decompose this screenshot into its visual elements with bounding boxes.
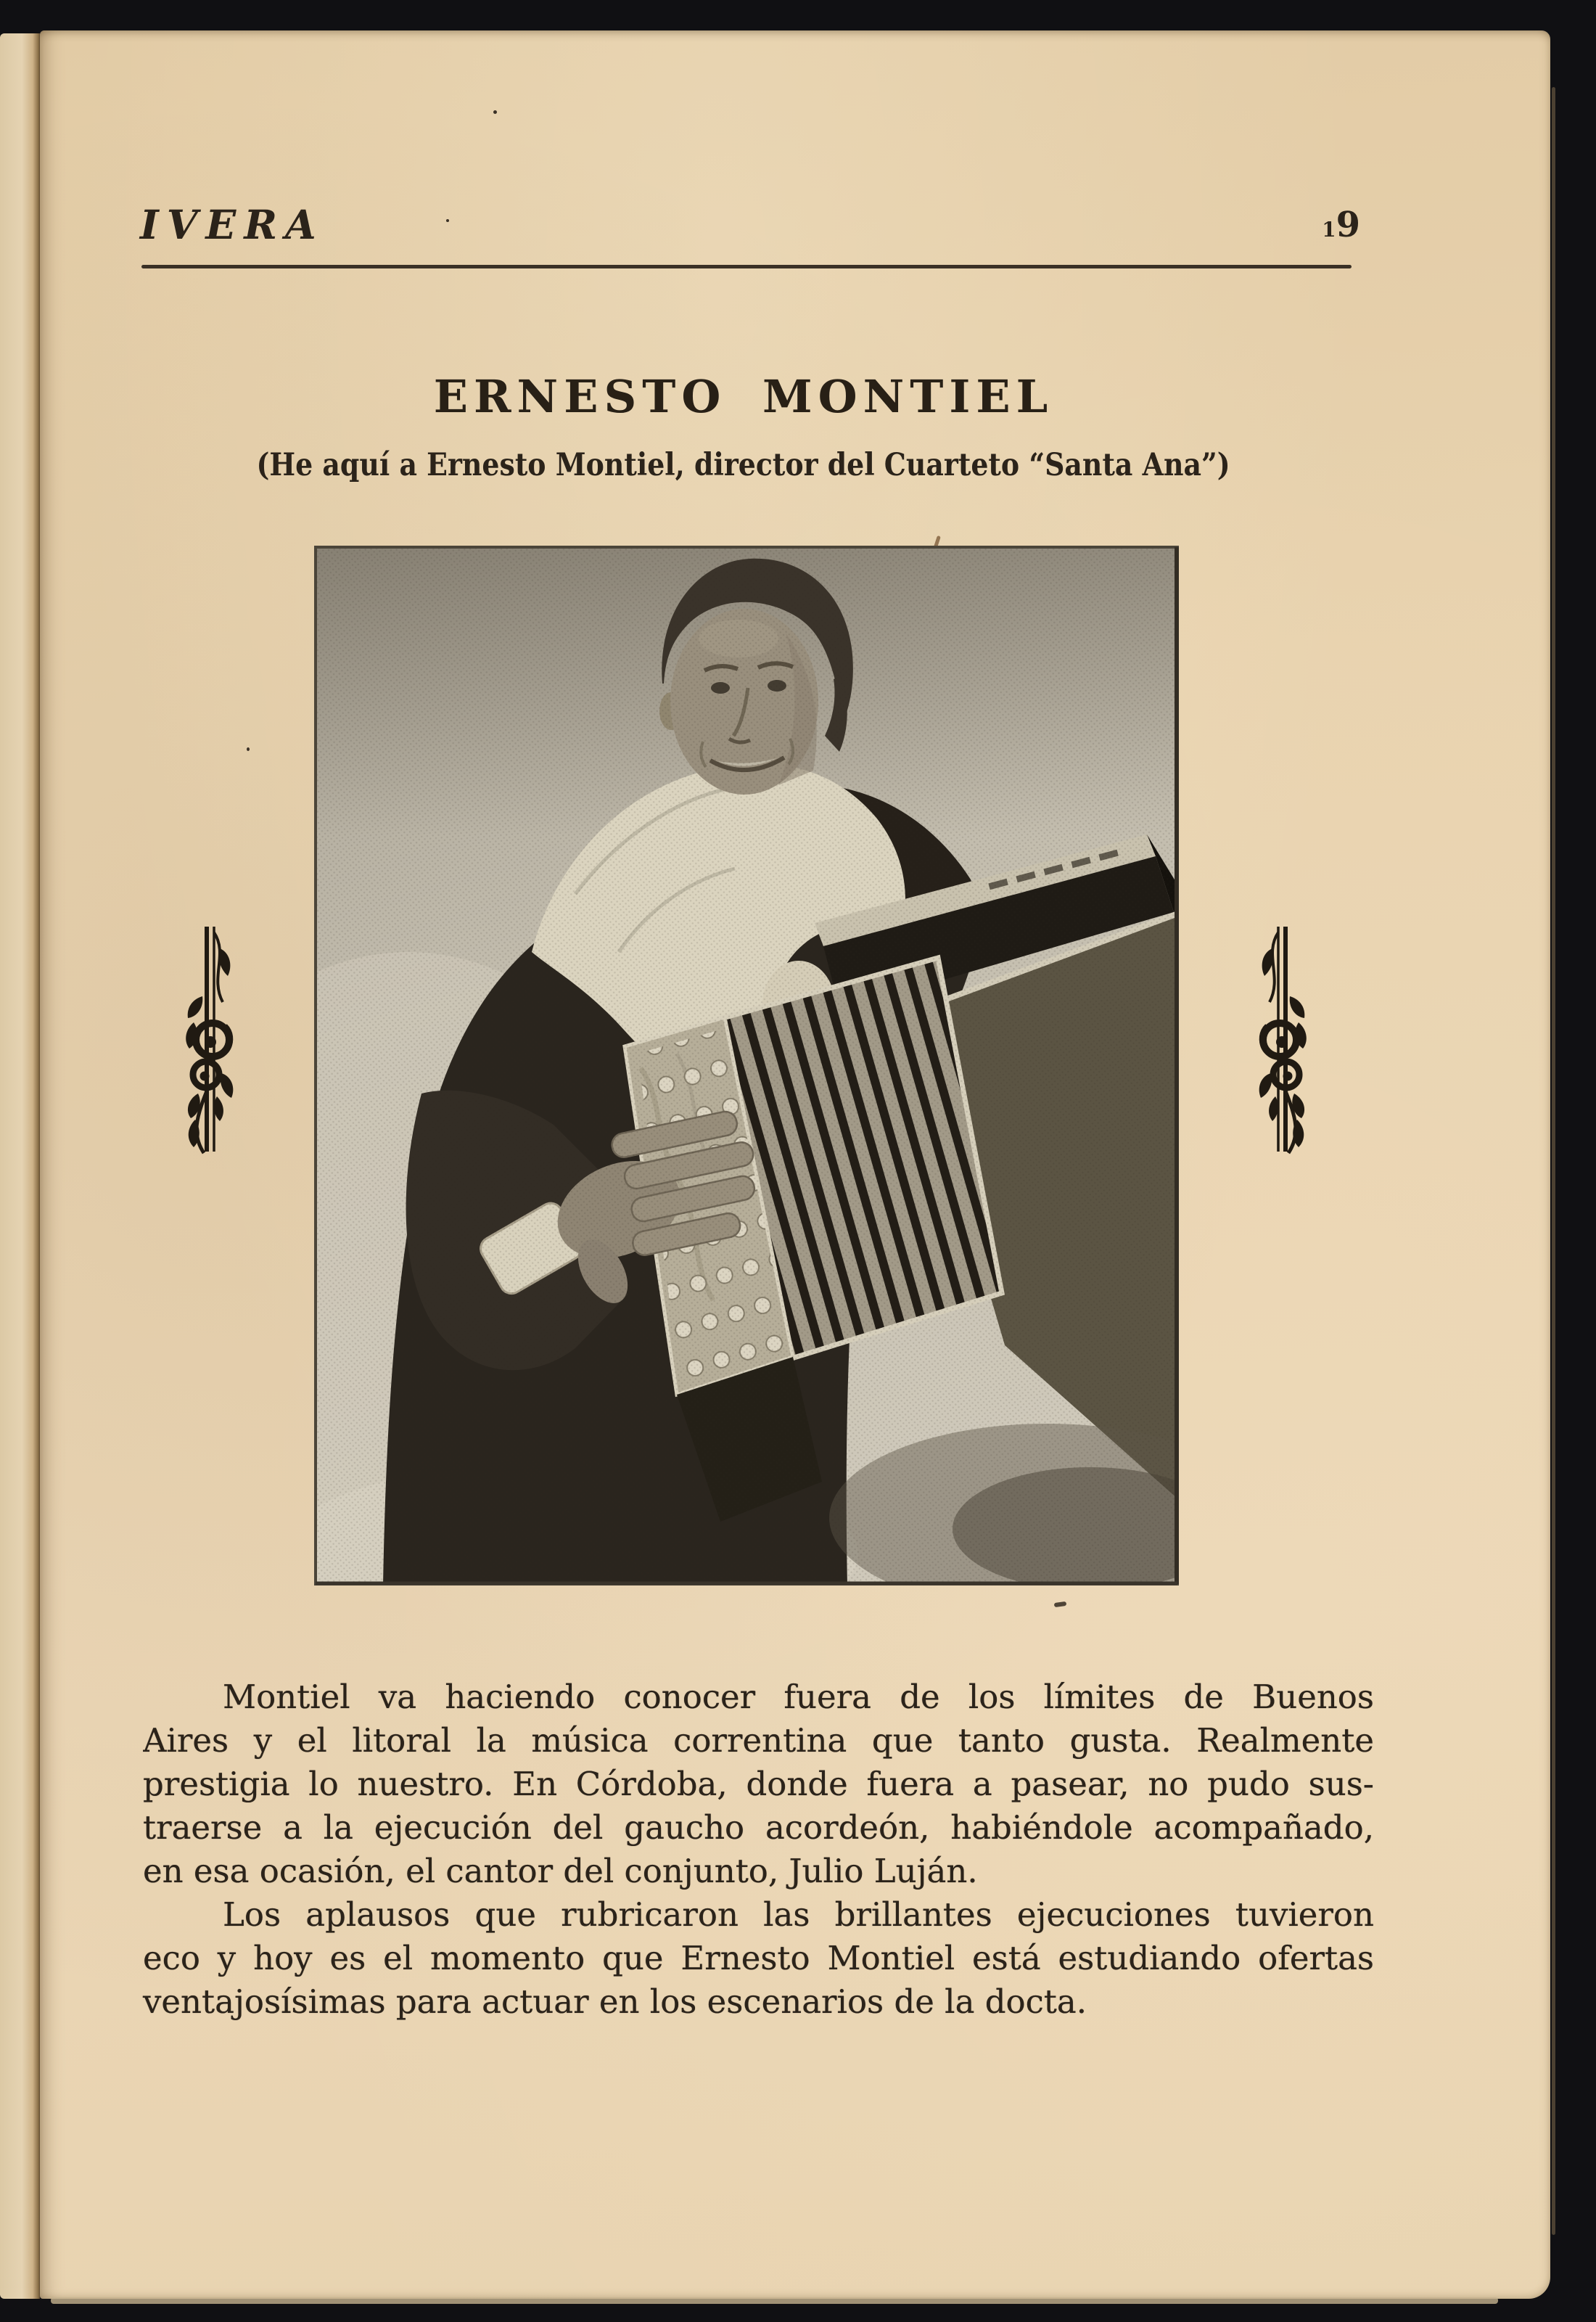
article-subtitle [40,447,1447,483]
body-text-line: eco y hoy es el momento que Ernesto Montiel está estudiando ofertas [143,1939,1374,1977]
portrait-photo [314,546,1179,1585]
article-title: ERNESTO MONTIEL [433,370,1054,423]
body-text-line: traerse a la ejecución del gaucho acordeón, habiéndole acompañado, [143,1808,1374,1847]
article-body [143,1675,1374,2024]
adjacent-page-edge [0,33,40,2299]
halftone-overlay [314,546,1179,1585]
body-text-line: Aires y el litoral la música correntina que tanto gusta. Realmente [143,1721,1374,1760]
body-text-line: Los aplausos que rubricaron las brillantes ejecuciones tuvieron [223,1895,1374,1934]
body-text-line: en esa ocasión, el cantor del conjunto, Julio Luján. [143,1852,978,1890]
magazine-page [40,30,1550,2299]
masthead: IVERA [140,201,324,248]
ink-speck [446,219,449,222]
page-stack-edge [51,2297,1498,2304]
article-subtitle-text: (He aquí a Ernesto Montiel, director del Cuarteto “Santa Ana”) [256,447,1231,483]
floral-rose-ornament-icon [1255,924,1307,1154]
header-rule [141,265,1352,268]
page-stack-edge [1552,87,1555,2235]
body-text-line: Montiel va haciendo conocer fuera de los límites de Buenos [223,1678,1374,1716]
ink-speck [493,110,497,114]
body-text-line: ventajosísimas para actuar en los escenarios de la docta. [143,1982,1087,2021]
floral-rose-ornament-icon [185,924,237,1154]
ink-speck [247,747,250,751]
body-text-line: prestigia lo nuestro. En Córdoba, donde fuera a pasear, no pudo sus- [143,1765,1374,1803]
ink-speck [1054,1601,1067,1607]
page-number: 19 [1322,205,1360,245]
portrait-photo-illustration [314,546,1179,1585]
